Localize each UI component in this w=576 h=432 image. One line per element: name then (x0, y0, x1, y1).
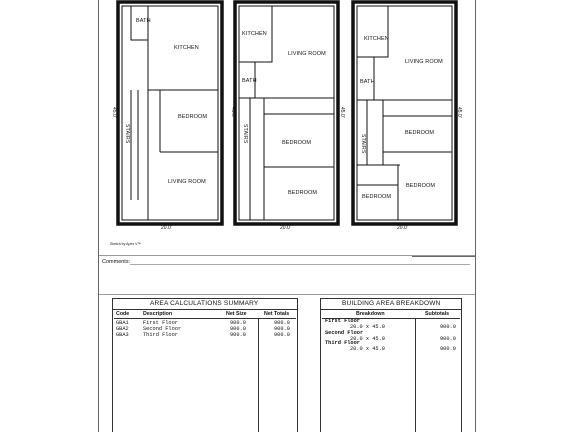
floor-3-subtotal: 900.0 (440, 346, 456, 352)
plan-2-living-label: LIVING ROOM (288, 51, 326, 57)
plan-2-width-dim: 20.0' (280, 225, 291, 231)
breakdown-title: BUILDING AREA BREAKDOWN (342, 300, 441, 307)
plan-2-bedroom-1-label: BEDROOM (282, 140, 312, 146)
floor-1-calc: 20.0 x 45.0 (350, 324, 385, 330)
comments-rule-right (412, 256, 476, 257)
floor-2-name: Second Floor (325, 330, 364, 336)
row-3-code: GBA3 (116, 332, 129, 338)
comments-label: Comments: (102, 259, 131, 265)
plan-1-width-dim: 20.0' (161, 225, 172, 231)
row-1-code: GBA1 (116, 320, 129, 326)
plan-2-bedroom-2-label: BEDROOM (288, 190, 318, 196)
breakdown-col-divider (415, 318, 416, 432)
plan-3-bedroom-2-label: BEDROOM (406, 183, 436, 189)
area-summary-title: AREA CALCULATIONS SUMMARY (150, 300, 259, 307)
floor-2-calc: 20.0 x 45.0 (350, 336, 385, 342)
plan-3-bedroom-1-label: BEDROOM (405, 130, 435, 136)
plan-2-kitchen-label: KITCHEN (242, 31, 267, 37)
plan-2-height-dim-right: 45.0' (339, 107, 345, 118)
col-net-totals: Net Totals (264, 311, 290, 317)
floor-1-subtotal: 900.0 (440, 324, 456, 330)
plan-1-height-dim: 45.0' (111, 107, 117, 118)
comments-line (130, 264, 470, 265)
area-summary-title-rule (112, 309, 298, 310)
area-summary-col-divider (258, 318, 259, 432)
col-subtotals: Subtotals (425, 311, 450, 317)
rule-above-tables (99, 294, 475, 295)
plan-1-stairs-label: STAIRS (124, 124, 130, 144)
plan-1-kitchen-label: KITCHEN (174, 45, 199, 51)
col-breakdown: Breakdown (356, 311, 385, 317)
row-1-net-totals: 900.0 (274, 320, 290, 326)
plan-3-height-dim: 45.0' (456, 107, 462, 118)
plan-1-living-label: LIVING ROOM (168, 179, 206, 185)
row-3-net-size: 900.0 (230, 332, 246, 338)
plan-3-stairs-label: STAIRS (360, 134, 366, 154)
row-3-net-totals: 900.0 (274, 332, 290, 338)
plan-3-width-dim: 20.0' (397, 225, 408, 231)
row-2-net-size: 900.0 (230, 326, 246, 332)
row-2-code: GBA2 (116, 326, 129, 332)
col-code: Code (116, 311, 130, 317)
row-2-net-totals: 900.0 (274, 326, 290, 332)
plan-3-kitchen-label: KITCHEN (364, 36, 389, 42)
row-1-net-size: 900.0 (230, 320, 246, 326)
plan-2-bath-label: BATH (242, 78, 257, 84)
plan-1-bedroom-label: BEDROOM (178, 114, 208, 120)
row-2-description: Second Floor (143, 326, 182, 332)
row-1-description: First Floor (143, 320, 178, 326)
plan-3-living-label: LIVING ROOM (405, 59, 443, 65)
plan-3-bath-label: BATH (360, 79, 375, 85)
floor-2-subtotal: 900.0 (440, 336, 456, 342)
floor-3-calc: 20.0 x 45.0 (350, 346, 385, 352)
sketch-credit: Sketch by Apex V™ (110, 242, 141, 246)
floor-1-name: First Floor (325, 318, 360, 324)
col-description: Description (143, 311, 173, 317)
plan-1-outline (118, 2, 222, 224)
col-net-size: Net Size (226, 311, 247, 317)
plan-3-bedroom-3-label: BEDROOM (362, 194, 392, 200)
breakdown-title-rule (320, 309, 462, 310)
row-3-description: Third Floor (143, 332, 178, 338)
area-summary-header-rule (114, 318, 296, 319)
floor-3-name: Third Floor (325, 340, 360, 346)
plan-2-height-dim-left: 45.0' (230, 107, 236, 118)
plan-1-bath-label: BATH (136, 18, 151, 24)
plan-2-stairs-label: STAIRS (242, 124, 248, 144)
